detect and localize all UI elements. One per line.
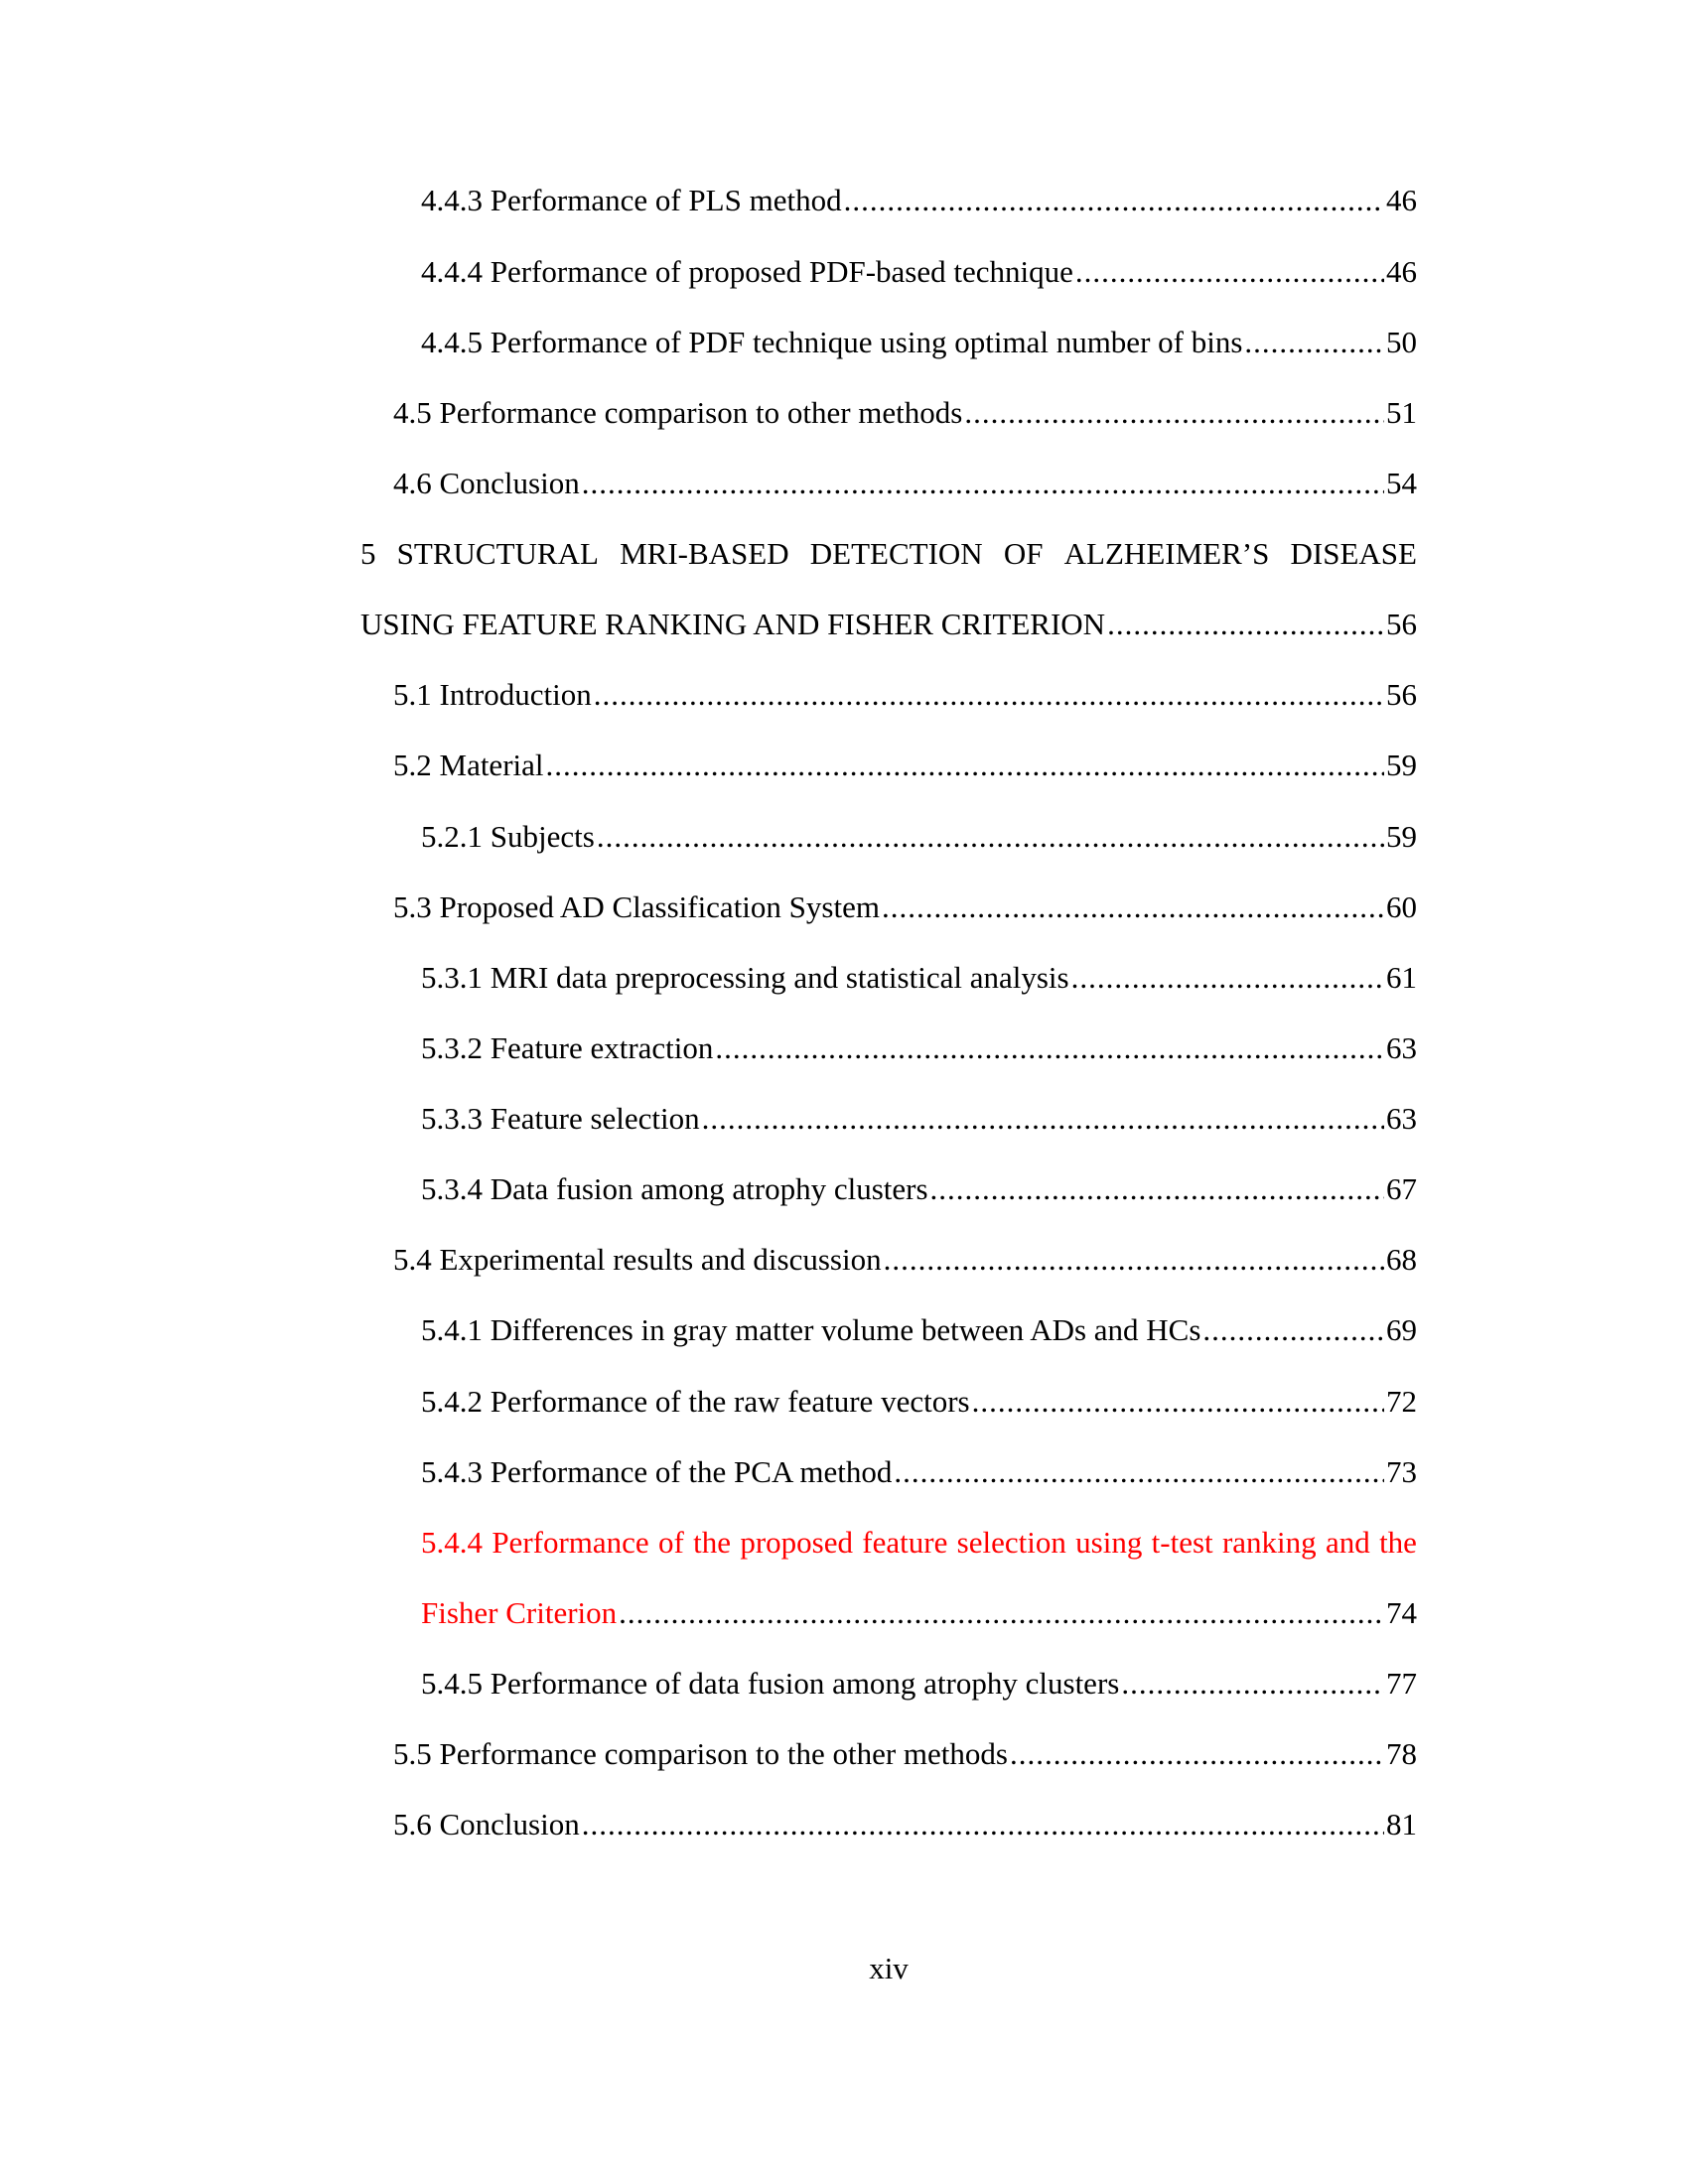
toc-entry-4-4-4[interactable] [421, 252, 1417, 292]
toc-word: STRUCTURAL [396, 536, 599, 571]
toc-page-number: 72 [1386, 1384, 1417, 1419]
toc-page-number: 74 [1386, 1595, 1417, 1630]
toc-word: ranking [1221, 1525, 1317, 1560]
toc-page-number: 63 [1386, 1101, 1417, 1136]
toc-entry-5-4-4[interactable] [421, 1523, 1417, 1563]
toc-page-number: 73 [1386, 1454, 1417, 1489]
toc-entry-title: 5.3.2 Feature extraction [421, 1030, 714, 1065]
toc-word: ALZHEIMER’S [1063, 536, 1270, 571]
dot-leader [597, 817, 1384, 857]
toc-entry-title: 5.2 Material [393, 748, 544, 782]
toc-entry-5-3-1[interactable] [421, 958, 1417, 998]
toc-word: selection [956, 1525, 1066, 1560]
toc-entry-title: 5.4.5 Performance of data fusion among atrophy clusters [421, 1666, 1120, 1701]
toc-word: proposed [740, 1525, 853, 1560]
toc-entry-5-4-5[interactable] [421, 1664, 1417, 1704]
toc-page-number: 81 [1386, 1807, 1417, 1842]
toc-page-number: 78 [1386, 1736, 1417, 1771]
toc-entry-title: 4.4.5 Performance of PDF technique using optimal number of bins [421, 325, 1243, 359]
toc-entry-title: 5.4.2 Performance of the raw feature vectors [421, 1384, 970, 1419]
dot-leader [894, 1452, 1384, 1492]
toc-entry-title: 4.6 Conclusion [393, 466, 580, 500]
toc-entry-4-4-5[interactable] [421, 323, 1417, 362]
toc-entry-title: 5.4.1 Differences in gray matter volume between ADs and HCs [421, 1312, 1201, 1347]
toc-page-number: 61 [1386, 960, 1417, 995]
dot-leader [964, 393, 1384, 433]
toc-entry-chapter-5[interactable] [360, 534, 1417, 574]
toc-entry-title: 5.5 Performance comparison to the other methods [393, 1736, 1008, 1771]
toc-page-number: 59 [1386, 819, 1417, 854]
dot-leader [702, 1099, 1384, 1139]
toc-entry-title: 5.3 Proposed AD Classification System [393, 889, 880, 924]
toc-word: OF [1003, 536, 1044, 571]
toc-entry-5-4-3[interactable] [421, 1452, 1417, 1492]
dot-leader [1010, 1734, 1384, 1774]
toc-word: 5.4.4 [421, 1525, 483, 1560]
toc-word: using [1075, 1525, 1143, 1560]
dot-leader [1107, 605, 1384, 644]
toc-page-number: 60 [1386, 889, 1417, 924]
toc-entry-5-2-1[interactable] [421, 817, 1417, 857]
toc-page-number: 69 [1386, 1312, 1417, 1347]
toc-entry-5-5[interactable] [393, 1734, 1417, 1774]
toc-entry-title: 5.4.3 Performance of the PCA method [421, 1454, 893, 1489]
dot-leader [1075, 252, 1384, 292]
dot-leader [1071, 958, 1384, 998]
toc-entry-title: 4.5 Performance comparison to other methods [393, 395, 963, 430]
toc-word: the [1379, 1525, 1417, 1560]
toc-entry-title: 5.3.3 Feature selection [421, 1101, 700, 1136]
dot-leader [1202, 1310, 1384, 1350]
dot-leader [594, 675, 1384, 715]
toc-word: DETECTION [809, 536, 983, 571]
dot-leader [619, 1593, 1384, 1633]
toc-entry-title: 5.3.1 MRI data preprocessing and statistical analysis [421, 960, 1069, 995]
toc-entry-4-6[interactable] [393, 464, 1417, 503]
dot-leader [844, 181, 1384, 220]
toc-entry-title: 5.2.1 Subjects [421, 819, 595, 854]
toc-page-number: 56 [1386, 677, 1417, 712]
dot-leader [715, 1028, 1384, 1068]
page-number: xiv [869, 1951, 909, 1985]
toc-word: of [658, 1525, 684, 1560]
toc-page-number: 46 [1386, 183, 1417, 217]
dot-leader [930, 1169, 1384, 1209]
toc-entry-title: USING FEATURE RANKING AND FISHER CRITERION [360, 607, 1106, 641]
toc-entry-5-3-4[interactable] [421, 1169, 1417, 1209]
toc-entry-4-5[interactable] [393, 393, 1417, 433]
toc-entry-title: 4.4.4 Performance of proposed PDF-based technique [421, 254, 1073, 289]
toc-word: MRI-BASED [620, 536, 789, 571]
toc-entry-5-3-3[interactable] [421, 1099, 1417, 1139]
dot-leader [582, 1805, 1384, 1844]
toc-page-number: 59 [1386, 748, 1417, 782]
toc-page-number: 54 [1386, 466, 1417, 500]
toc-word: DISEASE [1290, 536, 1417, 571]
dot-leader [972, 1382, 1384, 1422]
toc-entry-5-3[interactable] [393, 887, 1417, 927]
toc-word: the [693, 1525, 732, 1560]
toc-page-number: 68 [1386, 1242, 1417, 1277]
dot-leader [546, 746, 1384, 785]
toc-entry-5-3-2[interactable] [421, 1028, 1417, 1068]
toc-entry-5-4[interactable] [393, 1240, 1417, 1280]
toc-entry-5-2[interactable] [393, 746, 1417, 785]
toc-entry-5-4-2[interactable] [421, 1382, 1417, 1422]
dot-leader [1244, 323, 1384, 362]
toc-word: 5 [360, 536, 376, 571]
toc-entry-5-4-1[interactable] [421, 1310, 1417, 1350]
toc-page-number: 51 [1386, 395, 1417, 430]
dot-leader [1121, 1664, 1384, 1704]
toc-word: t-test [1151, 1525, 1213, 1560]
toc-entry-4-4-3[interactable] [421, 181, 1417, 220]
dot-leader [882, 887, 1384, 927]
toc-entry-5-4-4-cont[interactable] [421, 1593, 1417, 1633]
toc-word: feature [862, 1525, 948, 1560]
toc-page-number: 67 [1386, 1171, 1417, 1206]
toc-page-number: 46 [1386, 254, 1417, 289]
toc-entry-5-1[interactable] [393, 675, 1417, 715]
toc-page-number: 63 [1386, 1030, 1417, 1065]
toc-entry-5-6[interactable] [393, 1805, 1417, 1844]
toc-entry-title: Fisher Criterion [421, 1595, 618, 1630]
toc-word: and [1325, 1525, 1370, 1560]
toc-page-number: 50 [1386, 325, 1417, 359]
dot-leader [582, 464, 1384, 503]
toc-entry-chapter-5-cont[interactable] [360, 605, 1417, 644]
toc-entry-title: 5.1 Introduction [393, 677, 592, 712]
dot-leader [884, 1240, 1384, 1280]
toc-entry-title: 5.3.4 Data fusion among atrophy clusters [421, 1171, 928, 1206]
toc-entry-title: 5.4 Experimental results and discussion [393, 1242, 882, 1277]
toc-word: Performance [492, 1525, 649, 1560]
toc-page-number: 77 [1386, 1666, 1417, 1701]
toc-entry-title: 5.6 Conclusion [393, 1807, 580, 1842]
toc-page-number: 56 [1386, 607, 1417, 641]
toc-entry-title: 4.4.3 Performance of PLS method [421, 183, 842, 217]
